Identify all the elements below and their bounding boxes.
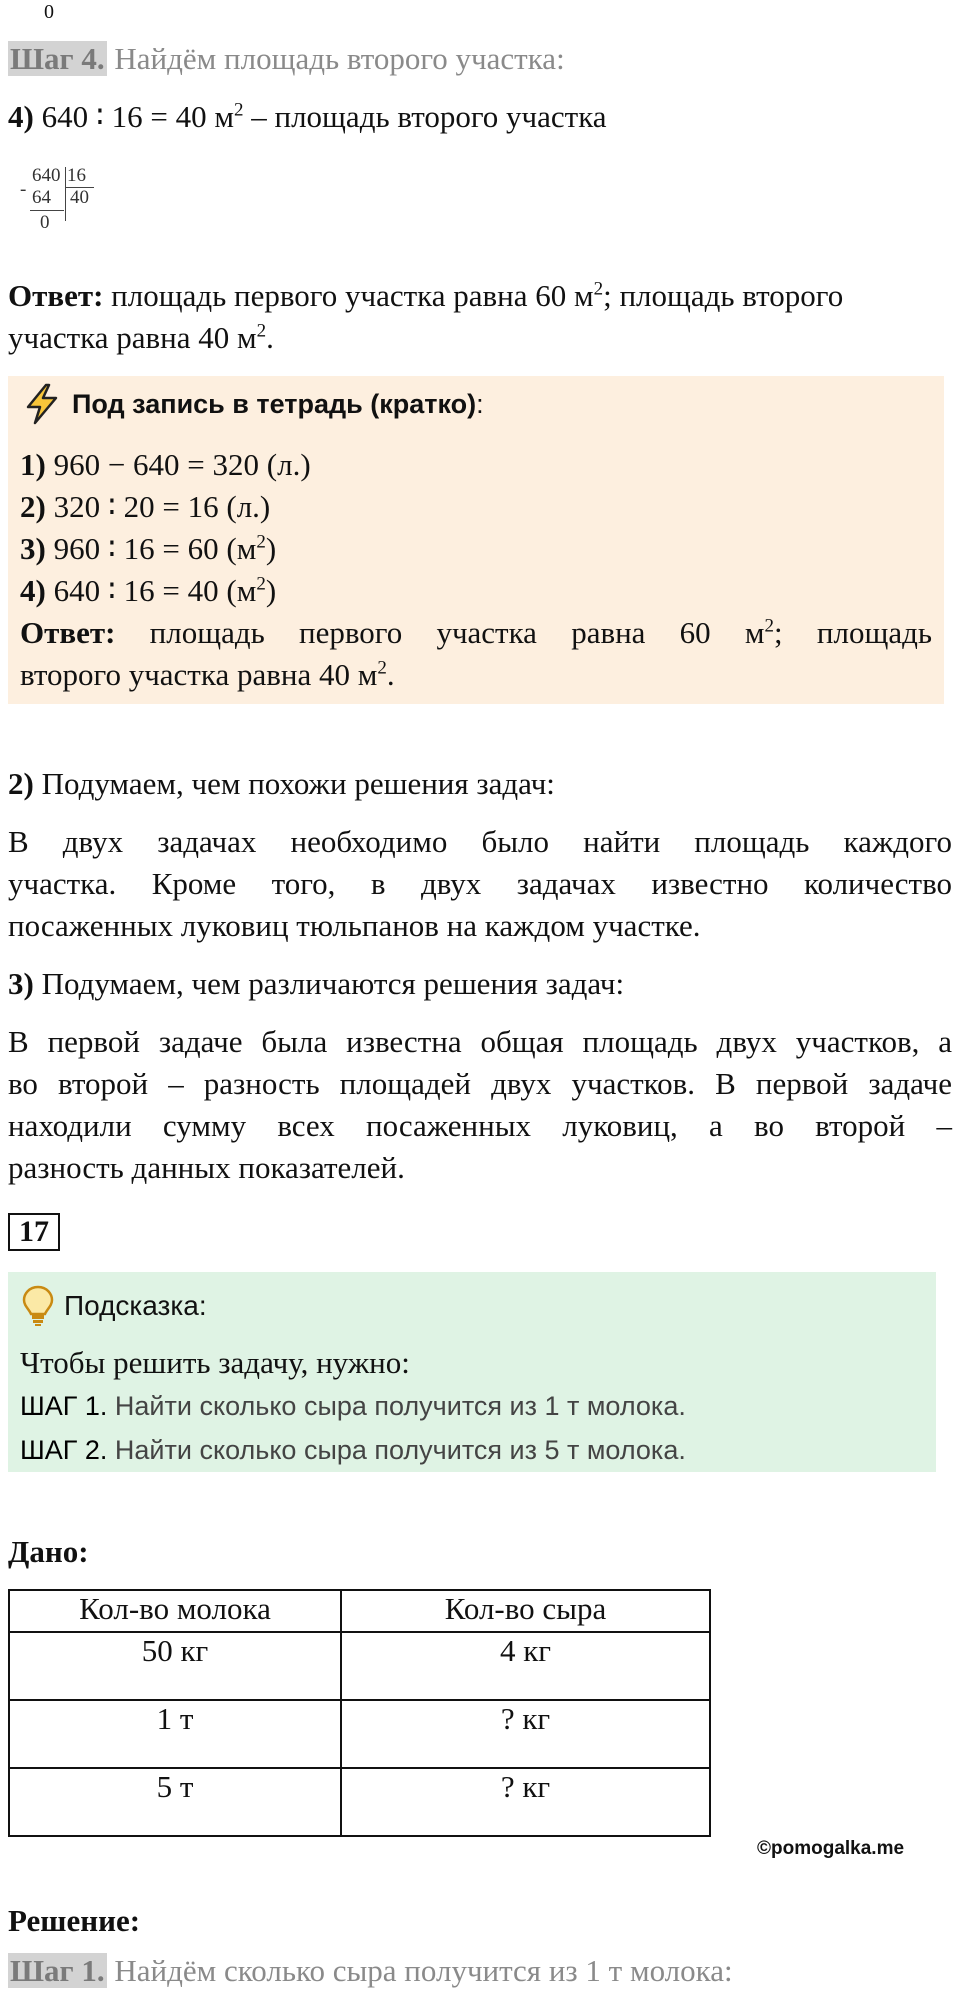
hint-title: Подсказка: xyxy=(64,1290,207,1321)
notebook-box xyxy=(8,376,944,704)
p3-line: В первой задаче была известна общая площадь двух участков, а xyxy=(8,1024,952,1059)
answer1-line1: площадь первого участка равна 60 м xyxy=(103,278,594,313)
given-table xyxy=(8,1589,711,1837)
nb-answer-unit xyxy=(745,612,783,654)
answer1-end: . xyxy=(266,320,274,355)
nb3-close: ) xyxy=(265,531,277,566)
notebook-title-text: Под запись в тетрадь (кратко) xyxy=(72,389,477,419)
table-cell: 50 кг xyxy=(9,1632,341,1700)
watermark: ©pomogalka.me xyxy=(757,1838,905,1859)
quotient: 40 xyxy=(70,187,89,208)
nb-answer-unit-text: м xyxy=(744,615,765,650)
given-label: Дано: xyxy=(8,1534,89,1569)
table-cell: ? кг xyxy=(341,1700,710,1768)
step4-heading xyxy=(8,38,565,80)
step1-text: Найдём сколько сыра получится из 1 т молока: xyxy=(106,1953,733,1988)
nb-answer-word: первого xyxy=(298,615,403,650)
eq4-num: 4) xyxy=(8,99,34,134)
eq4-sup: 2 xyxy=(234,99,244,121)
hint-intro: Чтобы решить задачу, нужно: xyxy=(20,1345,410,1380)
eq4-expr: 640 ∶ 16 = 40 м xyxy=(33,99,234,134)
hint-step-2-text: Найти сколько сыра получится из 5 т молока. xyxy=(107,1435,686,1465)
nb-answer-end: . xyxy=(386,657,395,692)
nb4-num: 4) xyxy=(20,573,46,608)
notebook-answer-line1 xyxy=(20,612,932,654)
table-cell: 5 т xyxy=(9,1768,341,1836)
table-row xyxy=(9,1700,710,1768)
lightning-icon xyxy=(20,382,64,426)
nb4-expr: 640 ∶ 16 = 40 (м xyxy=(45,573,257,608)
notebook-line-2 xyxy=(20,486,270,528)
answer1-sup2: 2 xyxy=(256,320,267,342)
nb1-num: 1) xyxy=(20,447,46,482)
nb-answer-word: площадь xyxy=(816,615,932,650)
lightbulb-icon xyxy=(20,1284,56,1328)
table-cell: 1 т xyxy=(9,1700,341,1768)
notebook-line-3 xyxy=(20,528,276,570)
nb-answer-word: равна xyxy=(571,615,646,650)
hint-step-1 xyxy=(20,1386,686,1426)
step1-label: Шаг 1. xyxy=(10,1953,105,1988)
solution-label: Решение: xyxy=(8,1903,141,1938)
minus-sign: - xyxy=(20,179,27,200)
table-header: Кол-во молока xyxy=(9,1590,341,1632)
nb4-sup: 2 xyxy=(256,573,266,595)
nb-answer-tail: ; xyxy=(774,615,783,650)
answer-1 xyxy=(8,275,952,359)
notebook-line-1 xyxy=(20,444,311,486)
paragraph-3 xyxy=(8,1021,952,1189)
p2-line: посаженных луковиц тюльпанов на каждом участке. xyxy=(8,908,701,943)
table-header: Кол-во сыра xyxy=(341,1590,710,1632)
long-division xyxy=(18,165,98,255)
nb2-expr: 320 ∶ 20 = 16 (л.) xyxy=(45,489,271,524)
step1-heading xyxy=(8,1950,733,1992)
hint-step-1-label: ШАГ 1. xyxy=(20,1391,108,1421)
hint-step-1-text: Найти сколько сыра получится из 1 т молока. xyxy=(107,1391,686,1421)
table-cell: 4 кг xyxy=(341,1632,710,1700)
question-3 xyxy=(8,963,624,1005)
answer1-line2: участка равна 40 м xyxy=(8,320,257,355)
task-number-badge: 17 xyxy=(8,1213,60,1251)
nb3-sup: 2 xyxy=(256,531,266,553)
p2-line: В двух задачах необходимо было найти площадь каждого xyxy=(8,824,952,859)
p3-line: разность данных показателей. xyxy=(8,1150,405,1185)
answer1-sup: 2 xyxy=(593,278,604,300)
nb-answer-label: Ответ: xyxy=(20,615,116,650)
paragraph-2 xyxy=(8,821,952,947)
eq4-tail: – площадь второго участка xyxy=(243,99,607,134)
table-cell: ? кг xyxy=(341,1768,710,1836)
notebook-title xyxy=(72,384,484,424)
nb3-num: 3) xyxy=(20,531,46,566)
table-row xyxy=(9,1768,710,1836)
hint-step-2-label: ШАГ 2. xyxy=(20,1435,108,1465)
answer1-line1b: ; площадь второго xyxy=(603,278,844,313)
subtract-line xyxy=(30,210,64,211)
nb-answer-sup: 2 xyxy=(764,615,775,637)
nb-answer-word: площадь xyxy=(149,615,265,650)
hint-step-2 xyxy=(20,1430,686,1470)
subtrahend: 64 xyxy=(32,187,51,208)
nb-answer-sup2: 2 xyxy=(377,657,387,679)
nb1-expr: 960 − 640 = 320 (л.) xyxy=(45,447,311,482)
nb4-close: ) xyxy=(265,573,277,608)
q3-text: Подумаем, чем различаются решения задач: xyxy=(33,966,625,1001)
answer1-label: Ответ: xyxy=(8,278,104,313)
p3-line: во второй – разность площадей двух участков. В первой задаче xyxy=(8,1066,952,1101)
step4-text: Найдём площадь второго участка: xyxy=(106,41,565,76)
notebook-answer-line2 xyxy=(20,654,395,696)
nb-answer-line2: второго участка равна 40 м xyxy=(20,657,378,692)
nb-answer-word: участка xyxy=(436,615,537,650)
division-bar xyxy=(65,167,66,221)
p2-line: участка. Кроме того, в двух задачах известно количество xyxy=(8,866,952,901)
stray-digit: 0 xyxy=(44,1,54,23)
step4-label: Шаг 4. xyxy=(10,41,105,76)
notebook-line-4 xyxy=(20,570,276,612)
dividend: 640 xyxy=(32,165,61,186)
nb3-expr: 960 ∶ 16 = 60 (м xyxy=(45,531,257,566)
nb2-num: 2) xyxy=(20,489,46,524)
p3-line: находили сумму всех посаженных луковиц, а во второй – xyxy=(8,1108,952,1143)
question-2 xyxy=(8,763,555,805)
table-row xyxy=(9,1632,710,1700)
remainder: 0 xyxy=(40,212,50,233)
hint-box xyxy=(8,1272,936,1472)
notebook-title-colon: : xyxy=(476,389,484,419)
table-header-row xyxy=(9,1590,710,1632)
equation-4 xyxy=(8,96,607,138)
q2-text: Подумаем, чем похожи решения задач: xyxy=(33,766,555,801)
q2-num: 2) xyxy=(8,766,34,801)
q3-num: 3) xyxy=(8,966,34,1001)
divisor: 16 xyxy=(67,165,86,186)
nb-answer-word: 60 xyxy=(679,615,711,650)
